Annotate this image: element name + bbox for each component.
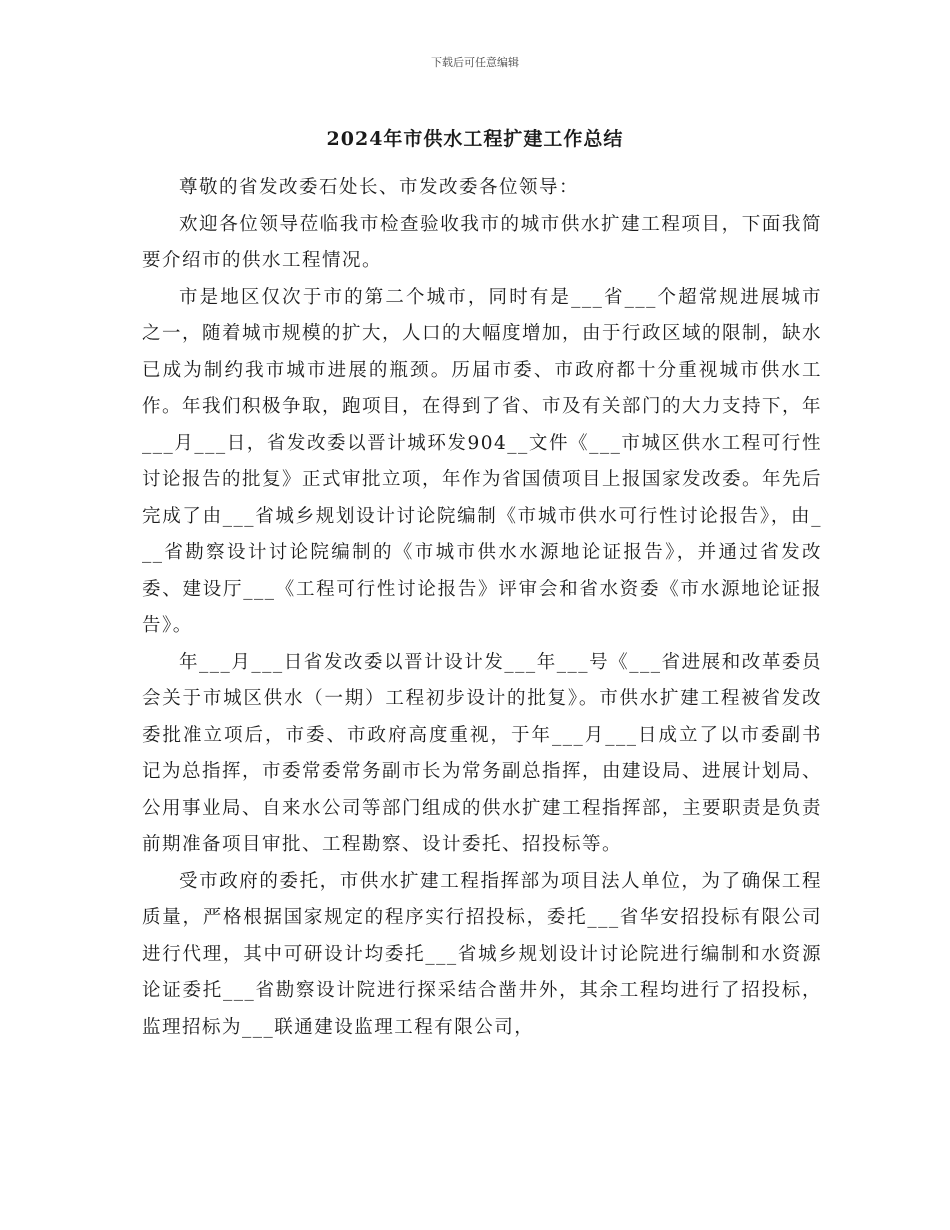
header-note: 下载后可任意编辑: [431, 56, 519, 69]
body-paragraph-2: 市是地区仅次于市的第二个城市，同时有是___省___个超常规进展城市之一，随着城市规模的扩大，人口的大幅度增加，由于行政区域的限制，缺水已成为制约我市城市进展的瓶颈。历届市委、市政府都十分重视城市供水工作。年我们积极争取，跑项目，在得到了省、市及有关部门的大力支持下，年___月___日，省发改委以晋计城环发904__文件《___市城区供水工程可行性讨论报告的批复》正式审批立项，年作为省国债项目上报国家发改委。年先后完成了由___省城乡规划设计讨论院编制《市城市供水可行性讨论报告》，由___省勘察设计讨论院编制的《市城市供水水源地论证报告》，并通过省发改委、建设厅___《工程可行性讨论报告》评审会和省水资委《市水源地论证报告》。: [142, 286, 823, 636]
body-paragraph-4: 受市政府的委托，市供水扩建工程指挥部为项目法人单位，为了确保工程质量，严格根据国家规定的程序实行招投标，委托___省华安招投标有限公司进行代理，其中可研设计均委托___省城乡规划设计讨论院进行编制和水资源论证委托___省勘察设计院进行探采结合凿井外，其余工程均进行了招投标，监理招标为___联通建设监理工程有限公司，: [142, 870, 822, 1038]
body-paragraph-1: 欢迎各位领导莅临我市检查验收我市的城市供水扩建工程项目，下面我简要介绍市的供水工程情况。: [142, 213, 822, 271]
salutation-paragraph: 尊敬的省发改委石处长、市发改委各位领导：: [179, 177, 580, 198]
document-body: [142, 170, 822, 1046]
body-paragraph-3: 年___月___日省发改委以晋计设计发___年___号《___省进展和改革委员会关于市城区供水（一期）工程初步设计的批复》。市供水扩建工程被省发改委批准立项后，市委、市政府高度重视，于年___月___日成立了以市委副书记为总指挥，市委常委常务副市长为常务副总指挥，由建设局、进展计划局、公用事业局、自来水公司等部门组成的供水扩建工程指挥部，主要职责是负责前期准备项目审批、工程勘察、设计委托、招投标等。: [142, 651, 823, 855]
document-title: 2024年市供水工程扩建工作总结: [326, 128, 624, 150]
